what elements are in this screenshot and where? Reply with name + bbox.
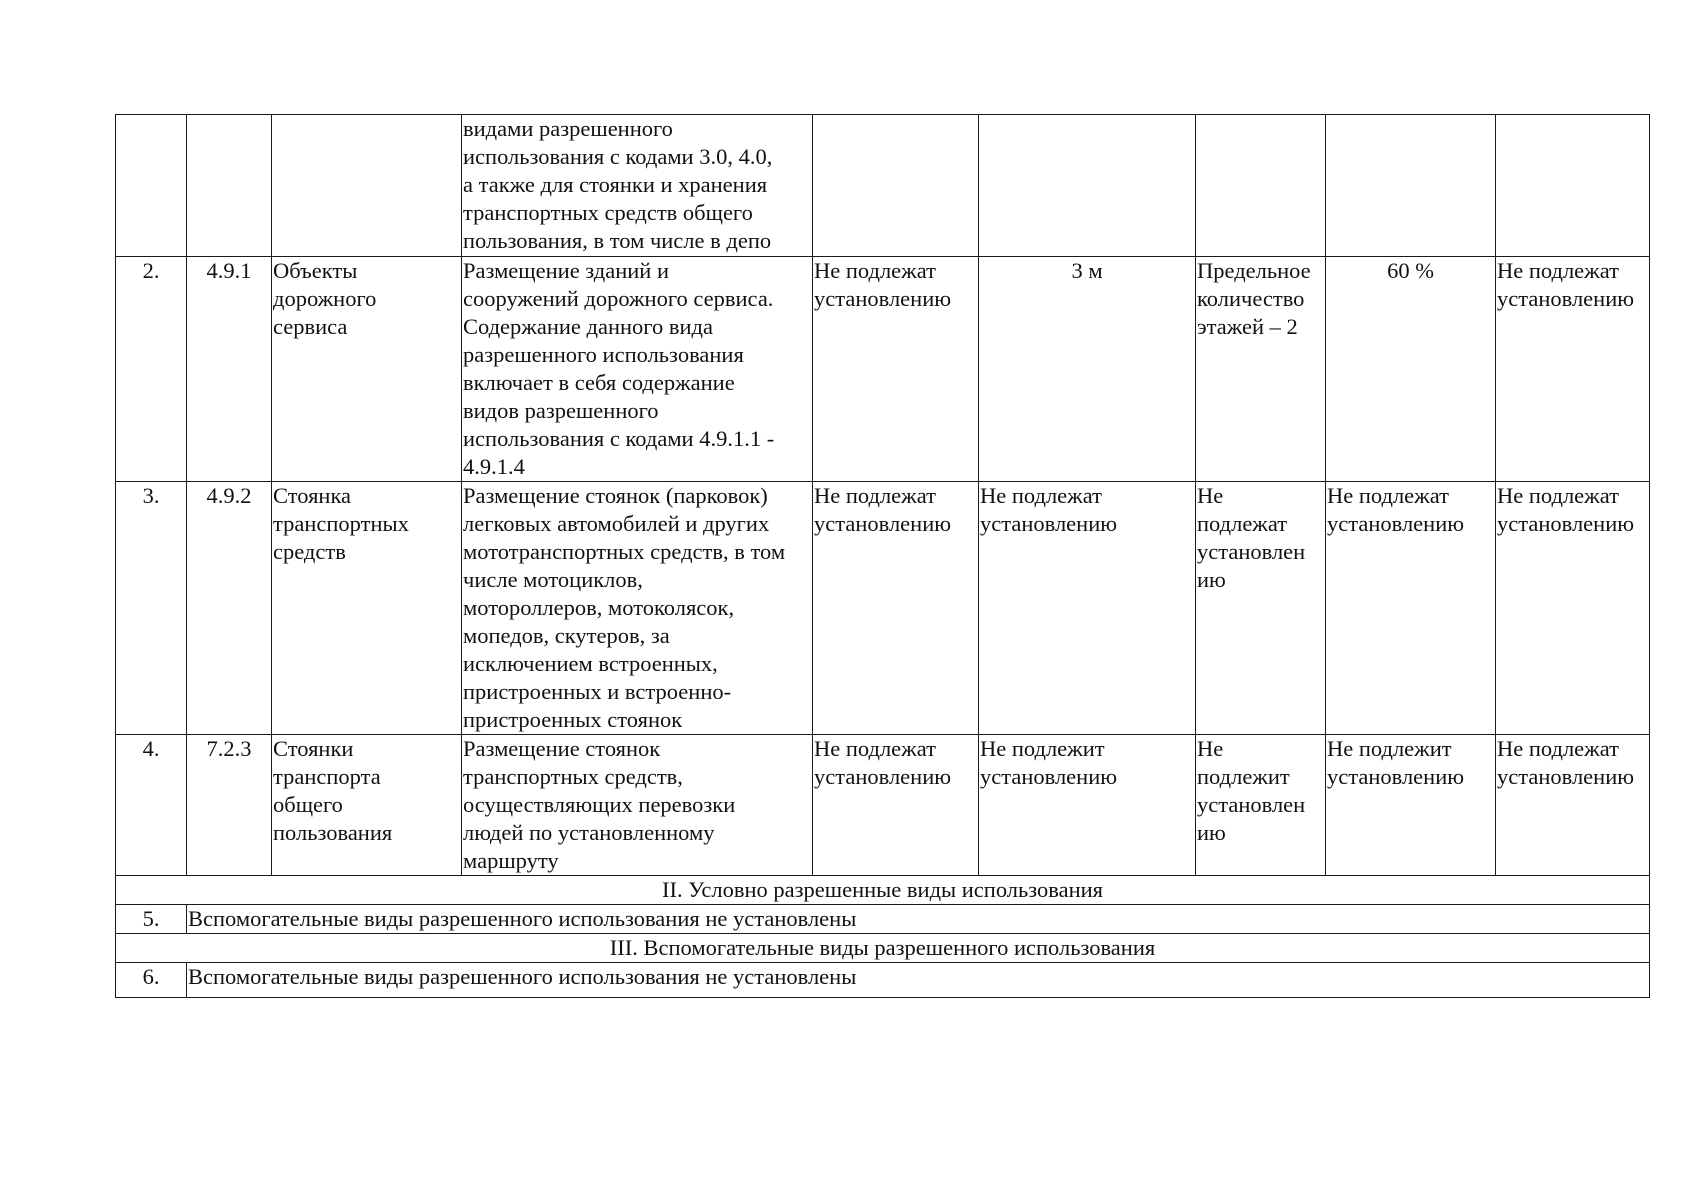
- setback-cell: [979, 115, 1196, 257]
- description-cell: Размещение стоянок транспортных средств, осуществляющих перевозки людей по установленному маршруту: [462, 735, 813, 876]
- land-use-table: [115, 114, 1650, 998]
- min-area-cell: [813, 115, 979, 257]
- min-area-cell: Не подлежат установлению: [813, 482, 979, 735]
- merged-text-cell: Вспомогательные виды разрешенного использования не установлены: [187, 905, 1650, 934]
- code-cell: 7.2.3: [187, 735, 272, 876]
- table-row: [116, 257, 1650, 482]
- table-row: [116, 482, 1650, 735]
- row-number-cell: 6.: [116, 963, 187, 998]
- name-cell: Объекты дорожного сервиса: [272, 257, 462, 482]
- setback-cell: 3 м: [979, 257, 1196, 482]
- min-area-cell: Не подлежат установлению: [813, 735, 979, 876]
- table-row: [116, 963, 1650, 998]
- coverage-cell: Не подлежат установлению: [1326, 482, 1496, 735]
- row-number-cell: 5.: [116, 905, 187, 934]
- setback-cell: Не подлежит установлению: [979, 735, 1196, 876]
- table-row: [116, 905, 1650, 934]
- other-params-cell: Не подлежат установлению: [1496, 482, 1650, 735]
- row-number-cell: [116, 115, 187, 257]
- code-cell: 4.9.1: [187, 257, 272, 482]
- other-params-cell: Не подлежат установлению: [1496, 257, 1650, 482]
- section-title: II. Условно разрешенные виды использования: [116, 876, 1650, 905]
- description-cell: видами разрешенного использования с кодами 3.0, 4.0, а также для стоянки и хранения транспортных средств общего пользования, в том числе в депо: [462, 115, 813, 257]
- floors-cell: Предельное количество этажей – 2: [1196, 257, 1326, 482]
- row-number-cell: 2.: [116, 257, 187, 482]
- table-row: [116, 735, 1650, 876]
- row-number-cell: 3.: [116, 482, 187, 735]
- coverage-cell: [1326, 115, 1496, 257]
- name-cell: Стоянка транспортных средств: [272, 482, 462, 735]
- code-cell: [187, 115, 272, 257]
- coverage-cell: Не подлежит установлению: [1326, 735, 1496, 876]
- floors-cell: Не подлежит установлен ию: [1196, 735, 1326, 876]
- min-area-cell: Не подлежат установлению: [813, 257, 979, 482]
- merged-text-cell: Вспомогательные виды разрешенного использования не установлены: [187, 963, 1650, 998]
- coverage-cell: 60 %: [1326, 257, 1496, 482]
- description-cell: Размещение стоянок (парковок) легковых автомобилей и других мототранспортных средств, в том числе мотоциклов, мотороллеров, мотоколясок, мопедов, скутеров, за исключением встроенных, пристроенных и встроенно- пристроенных стоянок: [462, 482, 813, 735]
- section-heading-row: [116, 876, 1650, 905]
- table-row: [116, 115, 1650, 257]
- name-cell: Стоянки транспорта общего пользования: [272, 735, 462, 876]
- other-params-cell: [1496, 115, 1650, 257]
- section-heading-row: [116, 934, 1650, 963]
- name-cell: [272, 115, 462, 257]
- section-title: III. Вспомогательные виды разрешенного использования: [116, 934, 1650, 963]
- code-cell: 4.9.2: [187, 482, 272, 735]
- floors-cell: Не подлежат установлен ию: [1196, 482, 1326, 735]
- floors-cell: [1196, 115, 1326, 257]
- setback-cell: Не подлежат установлению: [979, 482, 1196, 735]
- other-params-cell: Не подлежат установлению: [1496, 735, 1650, 876]
- row-number-cell: 4.: [116, 735, 187, 876]
- description-cell: Размещение зданий и сооружений дорожного сервиса. Содержание данного вида разрешенного использования включает в себя содержание видов разрешенного использования с кодами 4.9.1.1 - 4.9.1.4: [462, 257, 813, 482]
